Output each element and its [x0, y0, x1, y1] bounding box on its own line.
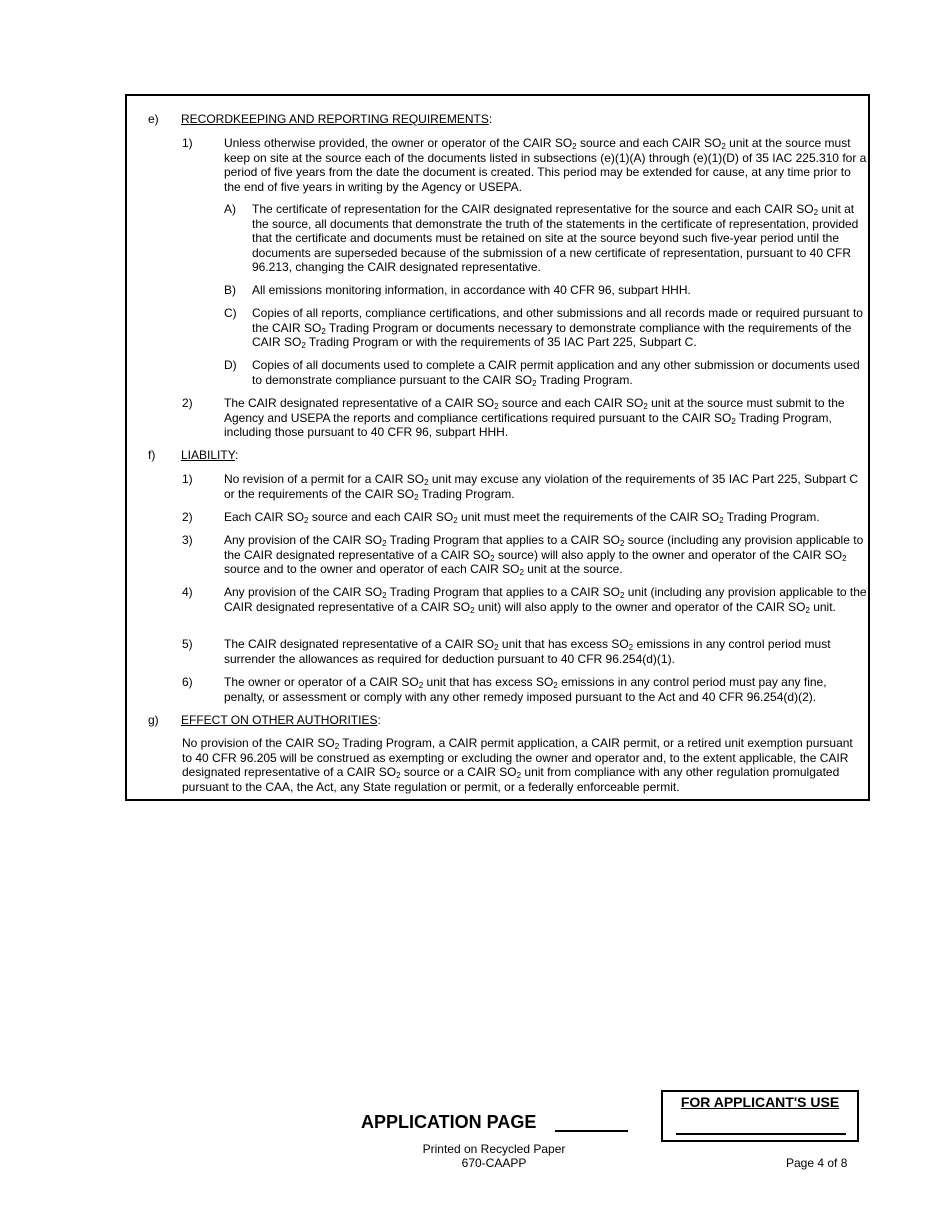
- item-f3-text: Any provision of the CAIR $SO_2$ Trading Program that applies to a CAIR $SO_2$ source (including any provision applicable to the CAIR designated representative of a CAIR $SO_2$ source) will also apply to the owner and operator of the CAIR $SO_2$ source and to the owner and operator of each CAIR $SO_2$ unit at the source.: [224, 533, 864, 577]
- section-f-colon: :: [235, 448, 239, 462]
- item-e1-text: Unless otherwise provided, the owner or operator of the CAIR $SO_2$ source and each CAIR $SO_2$ unit at the source must keep on site at the source each of the documents listed in subsections (e)(1)(A) through (e)(1)(D) of 35 IAC 225.310 for a period of five years from the date the document is created. This period may be extended for cause, at any time prior to the end of five years in writing by the Agency or USEPA.: [224, 136, 867, 194]
- section-g-letter: g): [148, 713, 159, 727]
- form-id: 670-CAAPP: [461, 1156, 527, 1170]
- item-f1-number: 1): [182, 472, 193, 486]
- item-f2-text: Each CAIR $SO_2$ source and each CAIR $SO_2$ unit must meet the requirements of the CAIR $SO_2$ Trading Program.: [224, 510, 820, 525]
- section-g-heading: EFFECT ON OTHER AUTHORITIES: [181, 713, 378, 727]
- item-f4-text: Any provision of the CAIR $SO_2$ Trading Program that applies to a CAIR $SO_2$ unit (including any provision applicable to the CAIR designated representative of a CAIR $SO_2$ unit) will also apply to the owner and operator of the CAIR $SO_2$ unit.: [224, 585, 867, 615]
- application-page-label: APPLICATION PAGE: [361, 1112, 537, 1132]
- applicant-use-box: [661, 1090, 859, 1142]
- item-e2-text: The CAIR designated representative of a CAIR $SO_2$ source and each CAIR $SO_2$ unit at the source must submit to the Agency and USEPA the reports and compliance certifications required pursuant to the CAIR $SO_2$ Trading Program, including those pursuant to 40 CFR 96, subpart HHH.: [224, 396, 845, 439]
- item-e1c-letter: C): [224, 306, 237, 320]
- application-page-blank[interactable]: [555, 1130, 628, 1132]
- item-e1c-text: Copies of all reports, compliance certifications, and other submissions and all records made or required pursuant to the CAIR $SO_2$ Trading Program or documents necessary to demonstrate compliance with the requirements of the CAIR $SO_2$ Trading Program or with the requirements of 35 IAC Part 225, Subpart C.: [252, 306, 863, 350]
- item-f5-number: 5): [182, 637, 193, 651]
- permit-conditions-box: [125, 94, 870, 801]
- item-e1b-letter: B): [224, 283, 236, 297]
- section-f-letter: f): [148, 448, 156, 462]
- item-e1a-letter: A): [224, 202, 236, 216]
- item-e1-number: 1): [182, 136, 193, 150]
- section-g-text: No provision of the CAIR $SO_2$ Trading Program, a CAIR permit application, a CAIR permit, or a retired unit exemption pursuant to 40 CFR 96.205 will be construed as exempting or excluding the owner and operator and, to the extent applicable, the CAIR designated representative of a CAIR $SO_2$ source or a CAIR $SO_2$ unit from compliance with any other regulation promulgated pursuant to the CAA, the Act, any State regulation or permit, or a federally enforceable permit.: [182, 736, 853, 794]
- section-g-colon: :: [377, 713, 381, 727]
- item-f3-number: 3): [182, 533, 193, 547]
- section-e-colon: :: [488, 112, 493, 126]
- applicant-use-label: FOR APPLICANT'S USE: [680, 1094, 840, 1110]
- section-g-heading-wrap: [181, 713, 381, 728]
- item-f5-text: The CAIR designated representative of a CAIR $SO_2$ unit that has excess $SO_2$ emissions in any control period must surrender the allowances as required for deduction pursuant to 40 CFR 96.254(d)(1).: [224, 637, 831, 666]
- item-e2-number: 2): [182, 396, 193, 410]
- item-f6-text: The owner or operator of a CAIR $SO_2$ unit that has excess $SO_2$ emissions in any control period must pay any fine, penalty, or assessment or comply with any other remedy imposed pursuant to the Act and 40 CFR 96.254(d)(2).: [224, 675, 827, 704]
- item-e1d-letter: D): [224, 358, 237, 372]
- printed-note: [404, 1142, 584, 1170]
- applicant-use-blank[interactable]: [676, 1133, 846, 1135]
- page-number: Page 4 of 8: [786, 1156, 848, 1170]
- section-e-heading: RECORDKEEPING AND REPORTING REQUIREMENTS: [181, 112, 489, 126]
- item-f1-text: No revision of a permit for a CAIR $SO_2$ unit may excuse any violation of the requirements of 35 IAC Part 225, Subpart C or the requirements of the CAIR $SO_2$ Trading Program.: [224, 472, 859, 502]
- printed-on-recycled: Printed on Recycled Paper: [422, 1142, 566, 1156]
- section-e-letter: e): [148, 112, 159, 126]
- item-f6-number: 6): [182, 675, 193, 689]
- section-e-heading-wrap: [181, 112, 492, 127]
- item-f2-number: 2): [182, 510, 193, 524]
- item-e1d-text: Copies of all documents used to complete a CAIR permit application and any other submission or documents used to demonstrate compliance pursuant to the CAIR $SO_2$ Trading Program.: [252, 358, 860, 388]
- item-f4-number: 4): [182, 585, 193, 599]
- section-f-heading: LIABILITY: [181, 448, 236, 462]
- section-f-heading-wrap: [181, 448, 238, 463]
- item-e1b-text: All emissions monitoring information, in accordance with 40 CFR 96, subpart HHH.: [252, 283, 691, 297]
- item-e1a-text: The certificate of representation for the CAIR designated representative for the source and each CAIR $SO_2$ unit at the source, all documents that demonstrate the truth of the statements in the certificate of representation, provided that the certificate and documents must be retained on site at the source beyond such five-year period until the documents are superseded because of the submission of a new certificate of representation, pursuant to 40 CFR 96.213, changing the CAIR designated representative.: [252, 202, 859, 274]
